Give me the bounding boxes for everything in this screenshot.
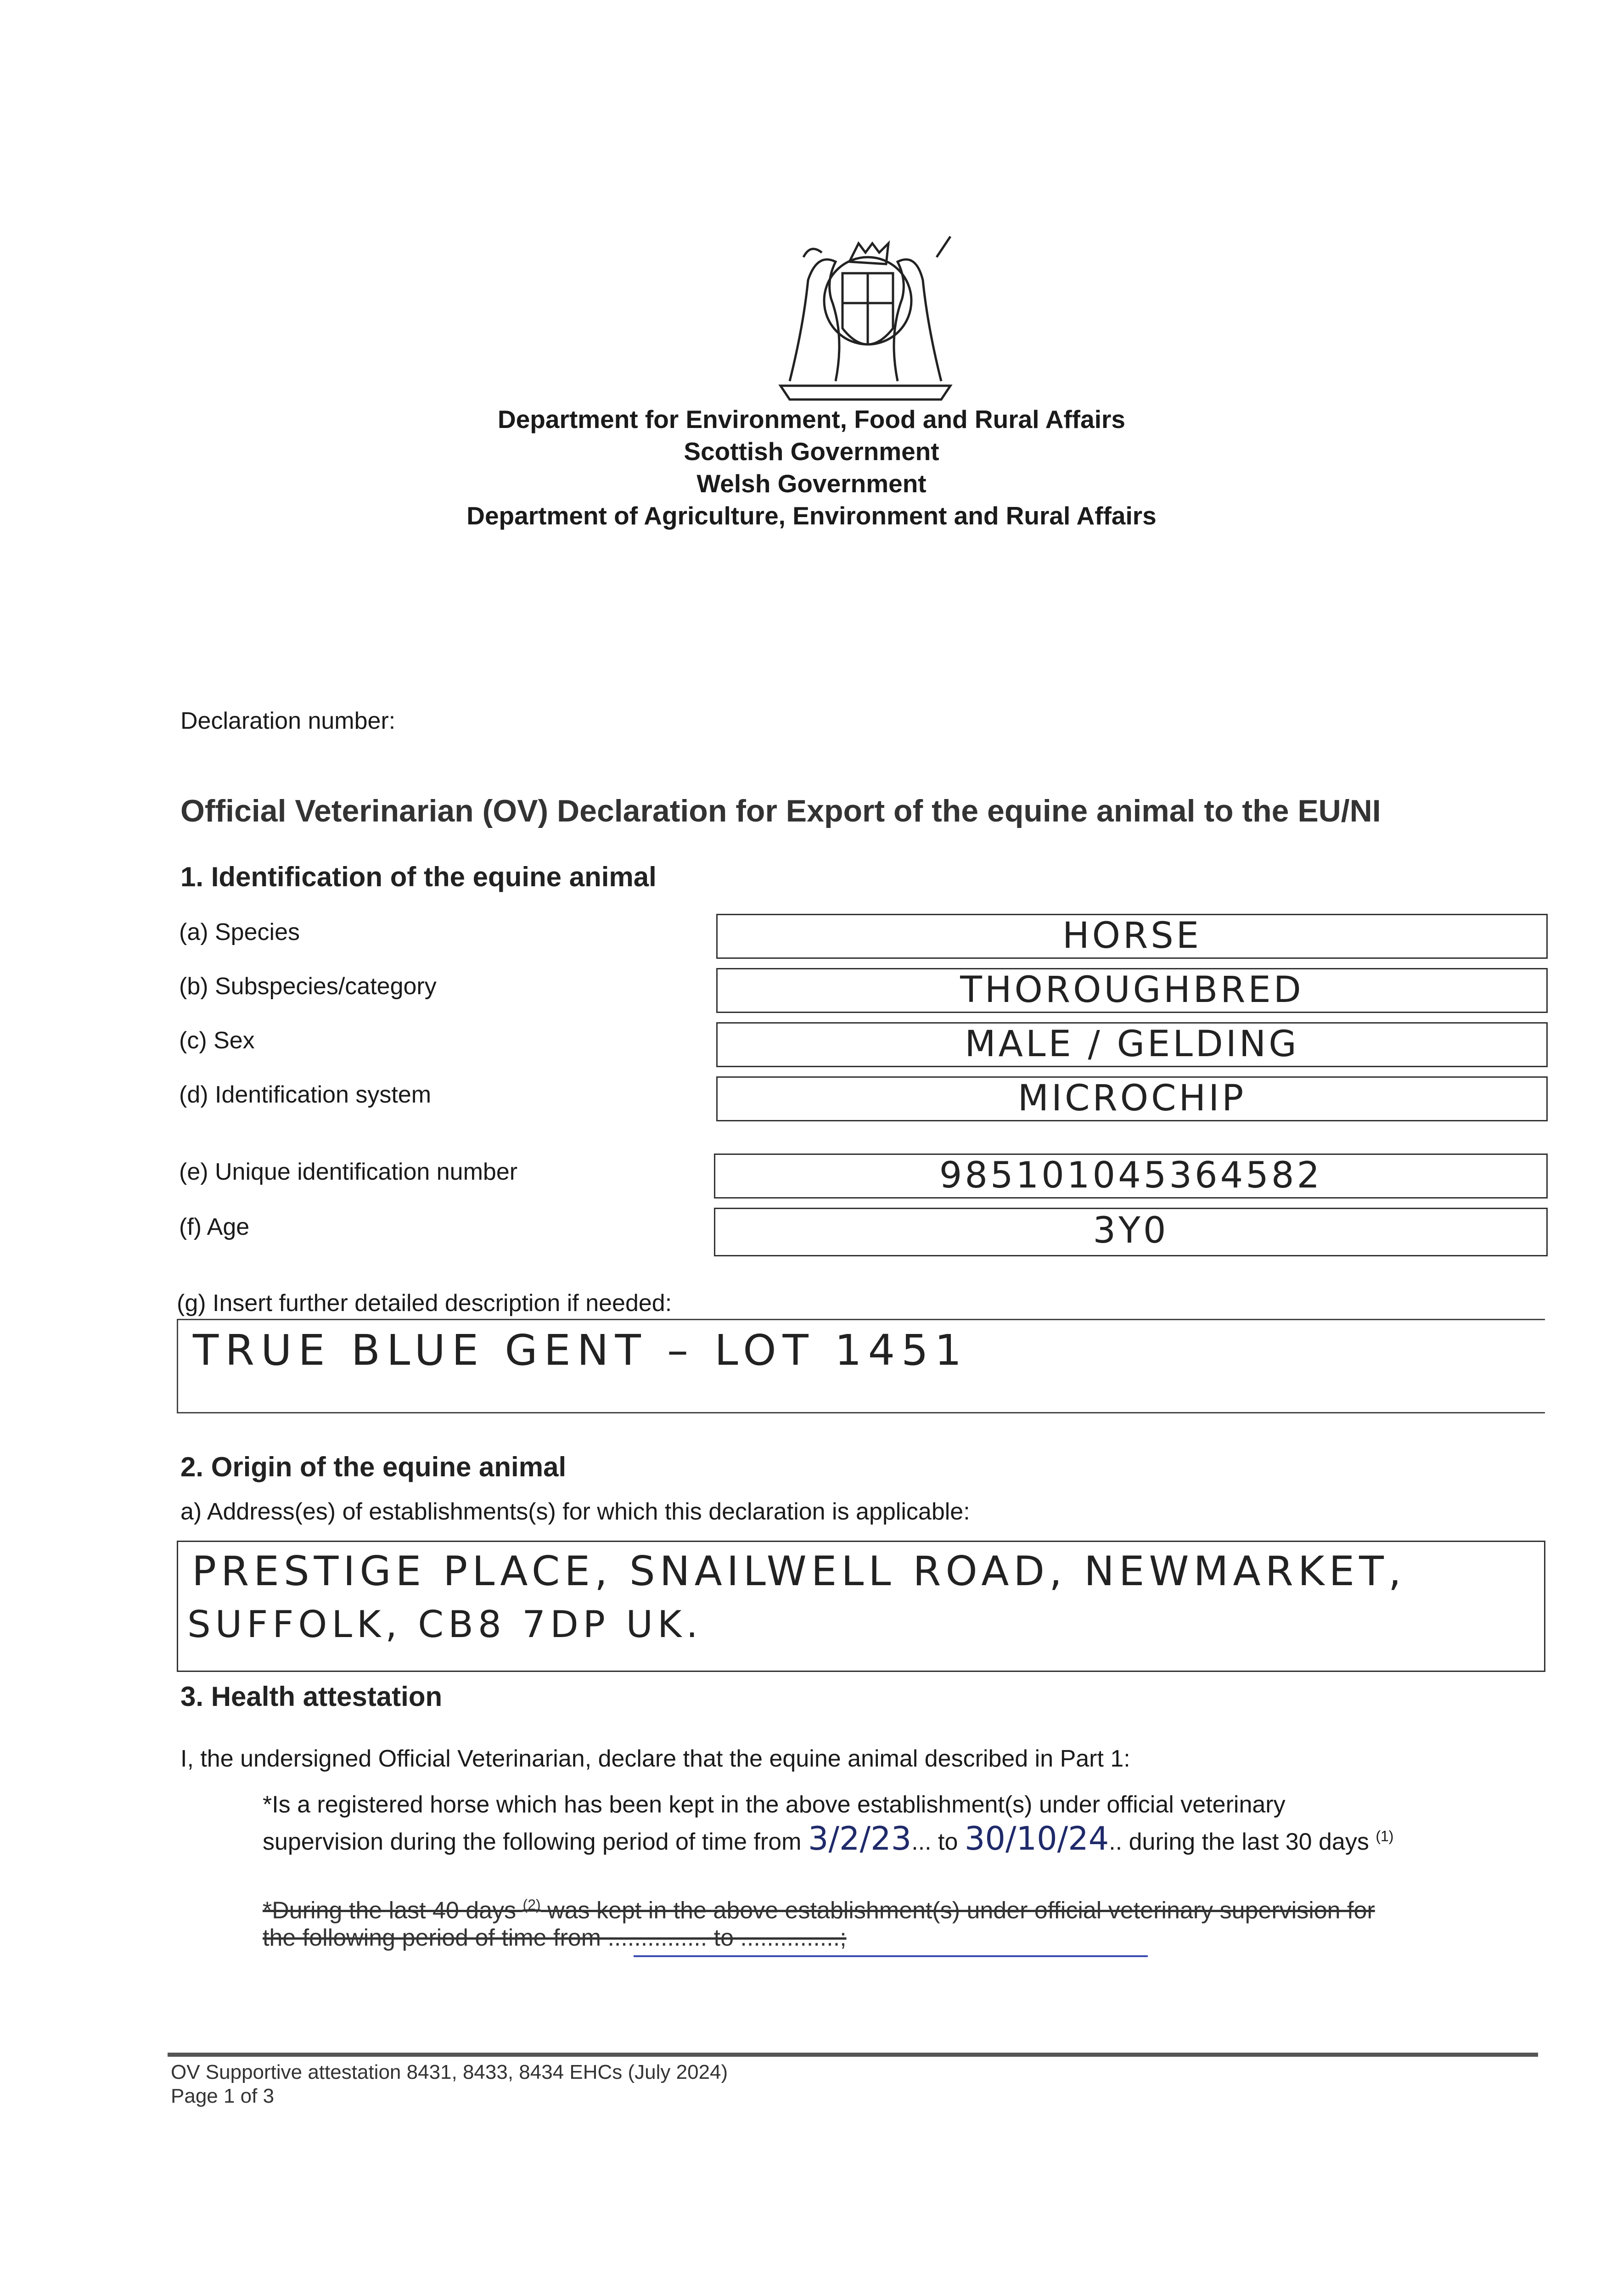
- para1-line2-post: during the last 30 days: [1129, 1829, 1369, 1855]
- subspecies-value: THOROUGHBRED: [960, 969, 1304, 1011]
- unique-id-value: 985101045364582: [939, 1155, 1323, 1196]
- unique-id-label: (e) Unique identification number: [179, 1159, 518, 1185]
- attestation-para1-line1: *Is a registered horse which has been kept in the above establishment(s) under official veterinary: [263, 1791, 1286, 1818]
- department-scottish-government: Scottish Government: [684, 437, 939, 466]
- para1-line2-pre: supervision during the following period of time from: [263, 1829, 802, 1855]
- footer-attestation-ref: OV Supportive attestation 8431, 8433, 8434 EHCs (July 2024): [171, 2061, 728, 2083]
- address-line-1: PRESTIGE PLACE, SNAILWELL ROAD, NEWMARKET,: [192, 1548, 1406, 1595]
- royal-coat-of-arms-icon: [762, 230, 969, 404]
- declaration-number-label: Declaration number:: [180, 708, 396, 734]
- to-word: to: [938, 1829, 958, 1855]
- further-description-value[interactable]: TRUE BLUE GENT – LOT 1451: [193, 1326, 968, 1375]
- para2-line1-b: was kept in the above establishment(s) under official veterinary supervision for: [547, 1897, 1375, 1924]
- footer-rule: [168, 2053, 1538, 2057]
- department-defra: Department for Environment, Food and Rural Affairs: [498, 405, 1125, 433]
- ink-strike-line: [634, 1955, 1148, 1957]
- address-field[interactable]: [177, 1541, 1545, 1672]
- department-welsh-government: Welsh Government: [696, 469, 927, 498]
- footnote-2: (2): [522, 1896, 541, 1913]
- further-description-bottom-rule: [177, 1412, 1545, 1413]
- date-from-value[interactable]: 3/2/23: [808, 1820, 912, 1857]
- age-field[interactable]: [714, 1208, 1548, 1256]
- further-description-label: (g) Insert further detailed description if needed:: [177, 1290, 672, 1317]
- further-description-left-rule: [177, 1319, 178, 1413]
- footer-page-number: Page 1 of 3: [171, 2085, 275, 2107]
- address-label: a) Address(es) of establishments(s) for which this declaration is applicable:: [180, 1498, 970, 1525]
- age-value: 3Y0: [1093, 1210, 1169, 1251]
- document-title: Official Veterinarian (OV) Declaration for Export of the equine animal to the EU/NI: [180, 793, 1381, 828]
- species-label: (a) Species: [179, 919, 300, 945]
- section1-heading: 1. Identification of the equine animal: [180, 861, 657, 892]
- subspecies-label: (b) Subspecies/category: [179, 973, 437, 1000]
- sex-label: (c) Sex: [179, 1027, 255, 1054]
- species-field[interactable]: [716, 914, 1548, 959]
- attestation-para2-line2: the following period of time from ............... to ...............;: [263, 1925, 847, 1951]
- footnote-1: (1): [1376, 1828, 1394, 1845]
- department-daera: Department of Agriculture, Environment and Rural Affairs: [466, 501, 1157, 530]
- age-label: (f) Age: [179, 1214, 250, 1240]
- species-value: HORSE: [1062, 915, 1202, 957]
- sex-value: MALE / GELDING: [965, 1024, 1299, 1065]
- attestation-intro: I, the undersigned Official Veterinarian, declare that the equine animal described in Part 1:: [180, 1745, 1130, 1772]
- id-system-value: MICROCHIP: [1017, 1078, 1247, 1119]
- subspecies-field[interactable]: [716, 968, 1548, 1013]
- dots-b: ..: [1109, 1829, 1123, 1855]
- section3-heading: 3. Health attestation: [180, 1681, 443, 1712]
- address-line-2: SUFFOLK, CB8 7DP UK.: [187, 1603, 702, 1646]
- sex-field[interactable]: [716, 1022, 1548, 1067]
- unique-id-field[interactable]: [714, 1154, 1548, 1199]
- para2-line1-a: *During the last 40 days: [263, 1897, 517, 1924]
- attestation-para1-line2: [263, 1820, 1393, 1857]
- id-system-label: (d) Identification system: [179, 1081, 432, 1108]
- further-description-top-rule: [177, 1319, 1545, 1320]
- section2-heading: 2. Origin of the equine animal: [180, 1452, 567, 1482]
- id-system-field[interactable]: [716, 1076, 1548, 1121]
- attestation-para2-line1: [263, 1896, 1375, 1924]
- date-to-value[interactable]: 30/10/24: [964, 1820, 1109, 1857]
- dots-a: ...: [911, 1829, 932, 1855]
